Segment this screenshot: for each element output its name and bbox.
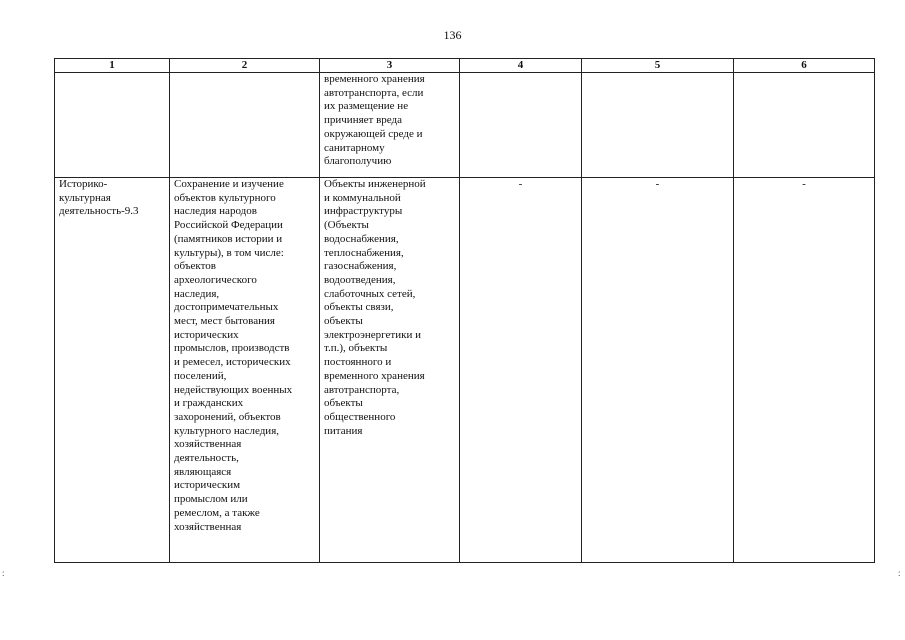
table-cell-col6: - [734,178,875,563]
page-number: 136 [443,28,462,42]
table-cell-permitted-objects: Объекты инженерной и коммунальной инфраструктуры (Объекты водоснабжения, теплоснабжения, газоснабжения, водоотведения, слаботочных сетей, объекты связи, объекты электроэнергетики и т.п.), объекты постоянного и временного хранения автотранспорта, объекты общественного питания [320,178,460,563]
table-cell-use-type: Историко- культурная деятельность-9.3 [55,178,170,563]
table-cell-description: Сохранение и изучение объектов культурного наследия народов Российской Федерации (памятников истории и культуры), в том числе: объектов археологического наследия, достопримечательных мест, мест бытования исторических промыслов, производств и ремесел, исторических поселений, недействующих военных и гражданских захоронений, объектов культурного наследия, хозяйственная деятельность, являющаяся историческим промыслом или ремеслом, а также хозяйственная [170,178,320,563]
table-row [55,73,875,178]
table-row [55,178,875,563]
table-cell-description [170,73,320,178]
column-header-4: 4 [460,59,582,73]
table-cell-col4: - [460,178,582,563]
table-cell-col5 [582,73,734,178]
table-cell-use-type [55,73,170,178]
table-header-row [55,59,875,73]
right-margin-mark: : [898,568,901,578]
column-header-6: 6 [734,59,875,73]
column-header-5: 5 [582,59,734,73]
table-cell-col4 [460,73,582,178]
column-header-1: 1 [55,59,170,73]
land-use-regulations-table [54,58,875,563]
column-header-2: 2 [170,59,320,73]
table-cell-permitted-objects: временного хранения автотранспорта, если их размещение не причиняет вреда окружающей среде и санитарному благополучию [320,73,460,178]
table-cell-col5: - [582,178,734,563]
table-cell-col6 [734,73,875,178]
column-header-3: 3 [320,59,460,73]
left-margin-mark: : [2,568,5,578]
